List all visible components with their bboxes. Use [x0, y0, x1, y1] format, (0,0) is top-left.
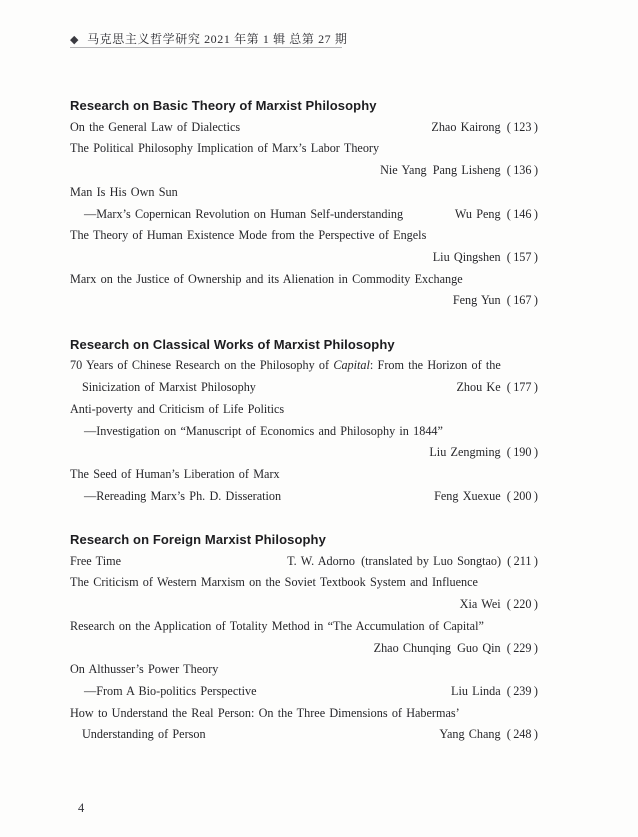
toc-entry-line [70, 572, 538, 594]
toc-entry-author-page: Zhao Kairong ( 123 ) [431, 119, 538, 134]
toc-entry-author-page: Liu Qingshen ( 157 ) [432, 249, 538, 264]
toc-entry-line [70, 182, 538, 204]
toc-entry-line [70, 703, 538, 725]
toc-entry-line [70, 355, 538, 377]
toc-entry-line [70, 117, 538, 139]
toc-entry-title: —Investigation on “Manuscript of Economics and Philosophy in 1844” [84, 423, 443, 438]
toc-entry-line [70, 486, 538, 508]
toc-entry-title: The Criticism of Western Marxism on the Soviet Textbook System and Influence [70, 575, 478, 590]
page-number: 4 [78, 801, 85, 815]
toc-entry-title: Man Is His Own Sun [70, 184, 178, 199]
toc-entry-title: Understanding of Person [82, 727, 206, 742]
toc-entry-author-page: Liu Linda ( 239 ) [451, 683, 538, 698]
toc-entry-author-page: Xia Wei ( 220 ) [459, 597, 538, 612]
toc-section [70, 95, 538, 312]
toc-entry-title: On the General Law of Dialectics [70, 119, 241, 134]
toc-entry-line [70, 659, 538, 681]
toc-entry-author-page: Feng Xuexue ( 200 ) [434, 488, 538, 503]
toc-entry-line [70, 638, 538, 660]
toc-entry-title: —From A Bio-politics Perspective [84, 683, 257, 698]
toc-entry-line [70, 551, 538, 573]
toc-entry-line [70, 377, 538, 399]
toc-entry-title: Anti-poverty and Criticism of Life Politics [70, 401, 285, 416]
section-heading: Research on Classical Works of Marxist Philosophy [70, 336, 395, 352]
diamond-icon: ◆ [70, 34, 80, 46]
header-rule [70, 47, 342, 48]
toc-entry-line [70, 594, 538, 616]
toc-entry-title: Research on the Application of Totality Method in “The Accumulation of Capital” [70, 618, 484, 633]
toc-entry-line [70, 681, 538, 703]
toc-entry-title: —Rereading Marx’s Ph. D. Disseration [84, 488, 282, 503]
toc-entry-line [70, 724, 538, 746]
journal-header-text: 马克思主义哲学研究 2021 年第 1 辑 总第 27 期 [87, 32, 348, 46]
toc-entry-author-page: Zhou Ke ( 177 ) [456, 380, 538, 395]
toc-entry-title: Marx on the Justice of Ownership and its Alienation in Commodity Exchange [70, 271, 463, 286]
section-heading: Research on Foreign Marxist Philosophy [70, 532, 326, 548]
page-header [70, 30, 347, 47]
toc-entry-author-page: Wu Peng ( 146 ) [454, 206, 538, 221]
toc-entry-title: The Political Philosophy Implication of Marx’s Labor Theory [70, 141, 380, 156]
toc-entry-title: 70 Years of Chinese Research on the Philosophy of Capital: From the Horizon of the [70, 358, 501, 373]
toc-entry-title: Free Time [70, 553, 121, 568]
toc-entry-author-page: Liu Zengming ( 190 ) [429, 445, 538, 460]
section-heading: Research on Basic Theory of Marxist Philosophy [70, 98, 377, 113]
toc-entry-line [70, 290, 538, 312]
toc-entry-line [70, 204, 538, 226]
toc-entry-line [70, 138, 538, 160]
toc-entry-title: —Marx’s Copernican Revolution on Human Self-understanding [84, 206, 404, 221]
toc-entry-author-page: Zhao Chunqing Guo Qin ( 229 ) [373, 640, 538, 655]
toc-entry-author-page: Feng Yun ( 167 ) [452, 293, 538, 308]
toc-entry-line [70, 421, 538, 443]
toc-entry-author-page: T. W. Adorno (translated by Luo Songtao) ( 211 ) [287, 553, 538, 568]
toc-entry-line [70, 247, 538, 269]
toc-entry-line [70, 225, 538, 247]
toc-section [70, 334, 538, 508]
toc-entry-author-page: Yang Chang ( 248 ) [439, 727, 538, 742]
toc-entry-line [70, 464, 538, 486]
toc-entry-line [70, 442, 538, 464]
toc-entry-line [70, 160, 538, 182]
toc-entry-line [70, 269, 538, 291]
toc-entry-line [70, 616, 538, 638]
toc-section [70, 529, 538, 746]
toc-entry-title: Sinicization of Marxist Philosophy [82, 380, 256, 395]
toc-entry-title: The Theory of Human Existence Mode from the Perspective of Engels [70, 228, 427, 243]
toc-entry-title: On Althusser’s Power Theory [70, 662, 219, 677]
toc-entry-title: The Seed of Human’s Liberation of Marx [70, 466, 280, 481]
toc-entry-line [70, 399, 538, 421]
toc [70, 95, 538, 746]
toc-entry-author-page: Nie Yang Pang Lisheng ( 136 ) [380, 163, 538, 178]
toc-entry-title: How to Understand the Real Person: On the Three Dimensions of Habermas’ [70, 705, 460, 720]
